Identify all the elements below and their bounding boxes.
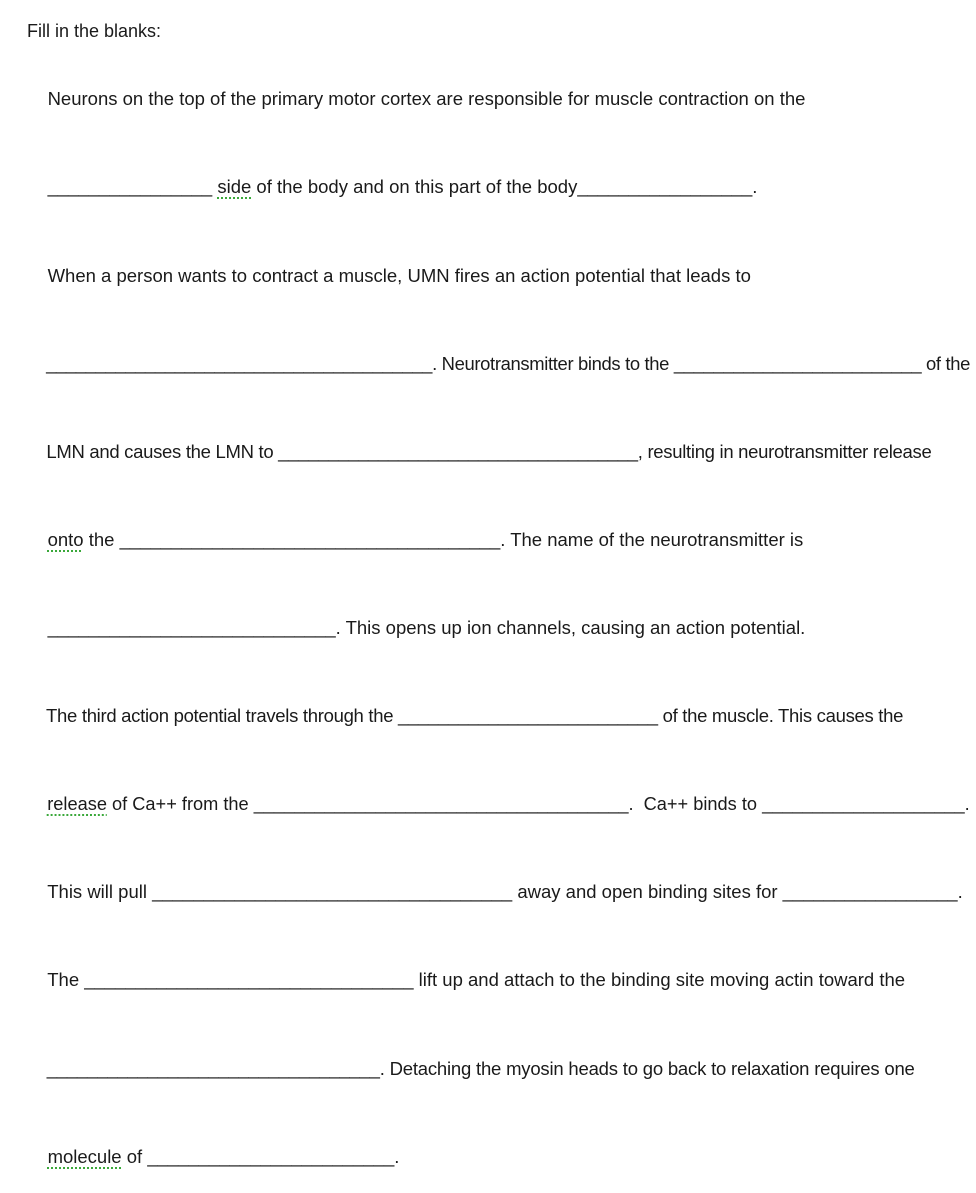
line-text: This will pull ___________________________________ away and open binding sites for _________________. xyxy=(47,881,963,902)
text-line-12 xyxy=(27,1033,915,1105)
line-text: the _____________________________________. The name of the neurotransmitter is xyxy=(83,529,804,550)
spelling-flagged-word: side xyxy=(217,176,252,197)
text-line-7 xyxy=(27,592,805,664)
line-text: of ________________________. xyxy=(121,1146,400,1167)
spelling-flagged-word: molecule xyxy=(47,1146,122,1167)
line-text: of Ca++ from the _____________________________________. Ca++ binds to ____________________. xyxy=(106,793,970,814)
text-line-10 xyxy=(27,856,963,928)
line-text: The ________________________________ lift up and attach to the binding site moving actin toward the xyxy=(47,969,906,990)
line-text: The third action potential travels through the __________________________ of the muscle. This causes the xyxy=(46,705,904,726)
line-text: _________________________________. Detaching the myosin heads to go back to relaxation requires one xyxy=(46,1058,915,1079)
text-line-1 xyxy=(27,63,805,135)
line-text: of the body and on this part of the body_________________. xyxy=(251,176,758,197)
line-text: LMN and causes the LMN to ____________________________________, resulting in neurotransmitter release xyxy=(46,441,932,462)
line-text: _______________________________________. Neurotransmitter binds to the _________________________ of the xyxy=(46,353,971,374)
line-text: When a person wants to contract a muscle, UMN fires an action potential that leads to xyxy=(47,265,751,286)
line-text: Neurons on the top of the primary motor cortex are responsible for muscle contraction on the xyxy=(47,88,806,109)
text-line-11 xyxy=(27,944,905,1016)
line-text: ____________________________. This opens up ion channels, causing an action potential. xyxy=(47,617,806,638)
text-line-8 xyxy=(27,680,903,752)
blank-text: ________________ xyxy=(47,176,218,197)
text-line-3 xyxy=(27,240,751,312)
spelling-flagged-word: onto xyxy=(47,529,84,550)
text-line-5 xyxy=(27,416,931,488)
text-line-2 xyxy=(27,151,757,223)
text-line-4 xyxy=(27,328,970,400)
spelling-flagged-word: release xyxy=(47,793,107,814)
text-line-9 xyxy=(27,768,970,840)
heading: Fill in the blanks: xyxy=(27,21,162,41)
text-line-13 xyxy=(27,1121,399,1193)
text-line-6 xyxy=(27,504,803,576)
